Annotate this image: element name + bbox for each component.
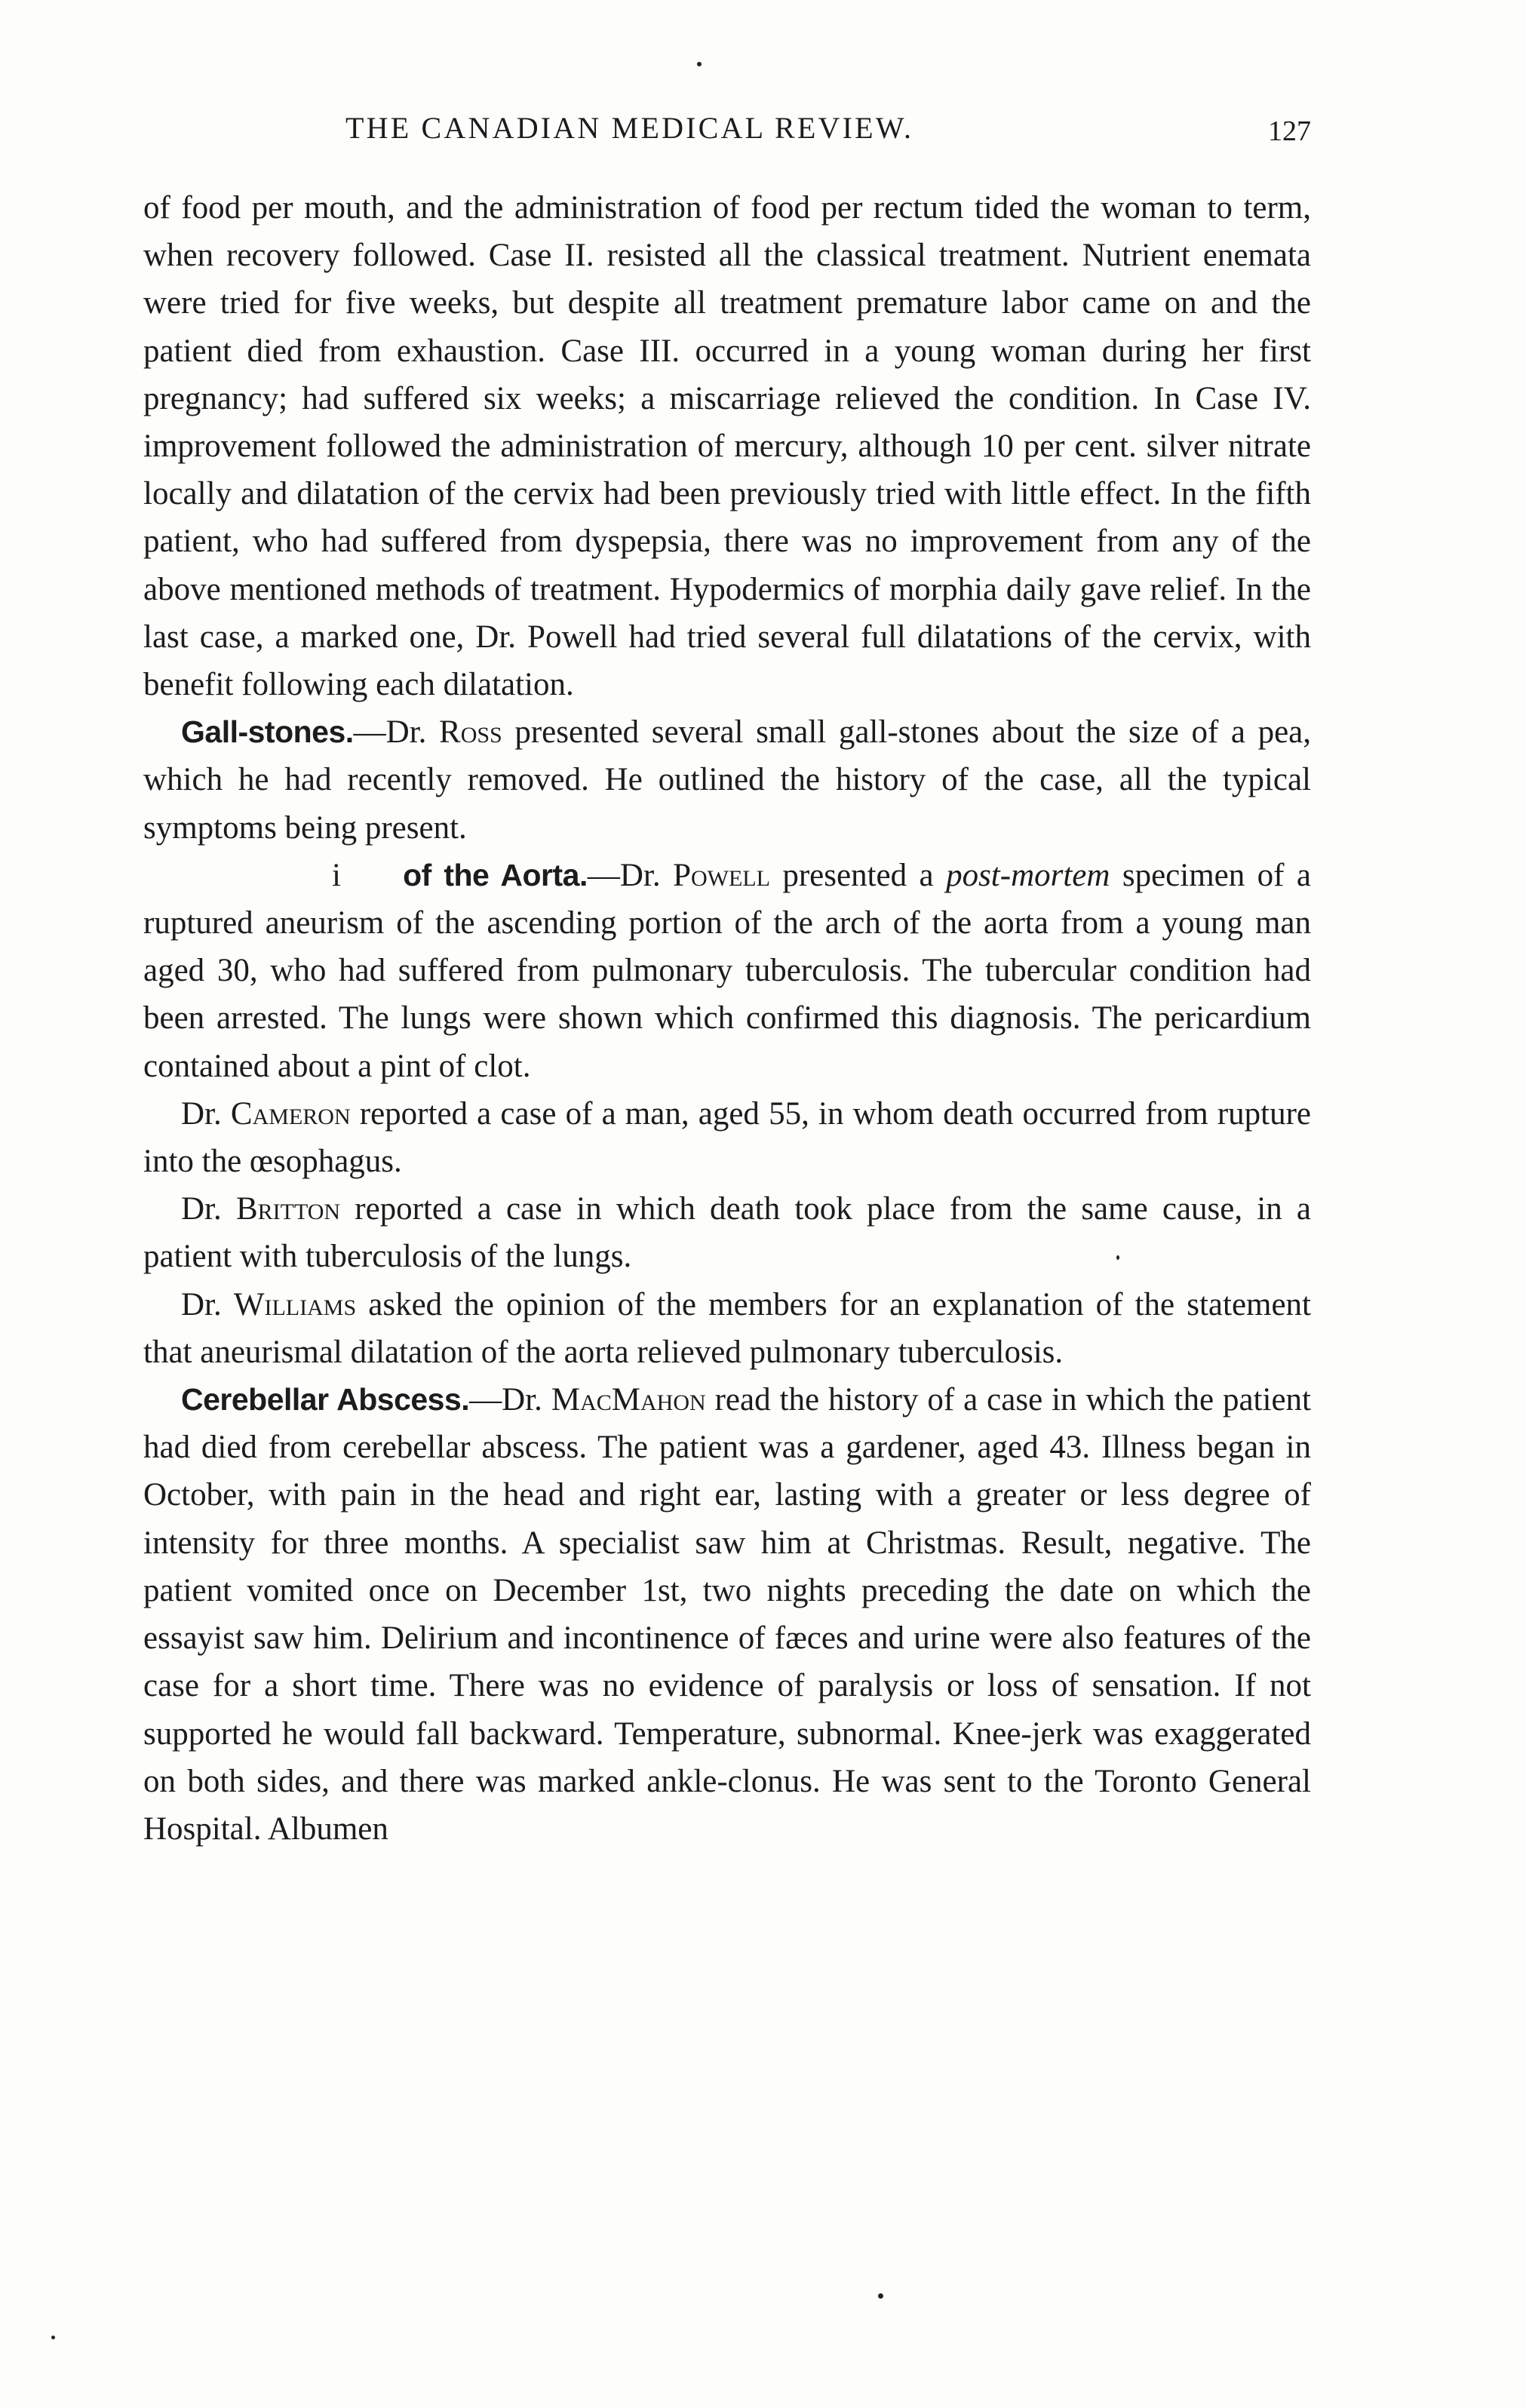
- heading-dash: —Dr.: [469, 1382, 551, 1418]
- paragraph-britton: [143, 1185, 1311, 1280]
- paragraph-text: presented several small gall-stones about the size of a pea, which he had recently removed. He outlined the history of the case, all the typical symptoms being present.: [143, 714, 1311, 846]
- italic-term: post-mortem: [946, 857, 1110, 893]
- paragraph-text: specimen of a ruptured aneurism of the ascending portion of the arch of the aorta from a young man aged 30, who had suffered from pulmonary tuberculosis. The tubercular condition had been arrested. The lungs were shown which confirmed this diagnosis. The pericardium contained about a pint of clot.: [143, 857, 1312, 1084]
- heading-dash: —Dr.: [587, 857, 674, 893]
- speaker-name: Cameron: [230, 1095, 351, 1132]
- article-body: [143, 184, 1311, 1853]
- speaker-name: Britton: [235, 1191, 341, 1227]
- heading-prefix-fragment: i: [332, 857, 341, 893]
- prefix: Dr.: [181, 1095, 231, 1132]
- speaker-name: Powell: [673, 857, 770, 893]
- speaker-name: MacMahon: [551, 1382, 706, 1418]
- paragraph-cerebellar-abscess: [143, 1376, 1311, 1853]
- paragraph-williams: [143, 1281, 1311, 1376]
- page-header: [143, 110, 1311, 155]
- ink-speck: [878, 2293, 883, 2299]
- speaker-name: Ross: [439, 714, 502, 751]
- ink-speck: [697, 62, 702, 66]
- paragraph-text: reported a case in which death took place from the same cause, in a patient with tuberculosis of the lungs.: [143, 1191, 1312, 1275]
- paragraph-text: of food per mouth, and the administration of food per rectum tided the woman to term, when recovery followed. Case II. resisted all the classical treatment. Nutrient enemata were tried for five weeks, but despite all treatment premature labor came on and the patient died from exhaustion. Case III. occurred in a young woman during her first pregnancy; had suffered six weeks; a miscarriage relieved the condition. In Case IV. improvement followed the administration of mercury, although 10 per cent. silver nitrate locally and dilatation of the cervix had been previously tried with little effect. In the fifth patient, who had suffered from dyspepsia, there was no improvement from any of the above mentioned methods of treatment. Hypodermics of morphia daily gave relief. In the last case, a marked one, Dr. Powell had tried several full dilatations of the cervix, with benefit following each dilatation.: [143, 190, 1311, 703]
- paragraph-aorta: [143, 852, 1311, 1090]
- paragraph-text: read the history of a case in which the patient had died from cerebellar abscess. The patient was a gardener, aged 43. Illness began in October, with pain in the head and right ear, lasting with a greater or less degree of intensity for three months. A specialist saw him at Christmas. Result, negative. The patient vomited once on December 1st, two nights preceding the date on which the essayist saw him. Delirium and incontinence of fæces and urine were also features of the case for a short time. There was no evidence of paralysis or loss of sensation. If not supported he would fall backward. Temperature, subnormal. Knee-jerk was exaggerated on both sides, and there was marked ankle-clonus. He was sent to the Toronto General Hospital. Albumen: [143, 1382, 1311, 1847]
- paragraph-text: reported a case of a man, aged 55, in whom death occurred from rupture into the œsophagus.: [143, 1095, 1312, 1180]
- paragraph-text: asked the opinion of the members for an explanation of the statement that aneurismal dilatation of the aorta relieved pulmonary tuberculosis.: [143, 1286, 1312, 1370]
- section-heading-gall-stones: Gall-stones.: [181, 714, 354, 750]
- paragraph-gall-stones: [143, 708, 1311, 852]
- paragraph-text: presented a: [769, 857, 947, 893]
- prefix: Dr.: [181, 1286, 234, 1322]
- heading-dash: —Dr.: [353, 714, 440, 751]
- prefix: Dr.: [181, 1191, 236, 1227]
- ink-speck: [51, 2336, 55, 2339]
- section-heading-cerebellar-abscess: Cerebellar Abscess.: [181, 1382, 470, 1417]
- section-heading-aorta: of the Aorta.: [403, 857, 588, 892]
- paragraph-cameron: [143, 1090, 1311, 1185]
- page-number: 127: [1268, 115, 1311, 147]
- paragraph-continuation: [143, 184, 1311, 708]
- running-head: THE CANADIAN MEDICAL REVIEW.: [345, 111, 914, 145]
- speaker-name: Williams: [233, 1286, 357, 1322]
